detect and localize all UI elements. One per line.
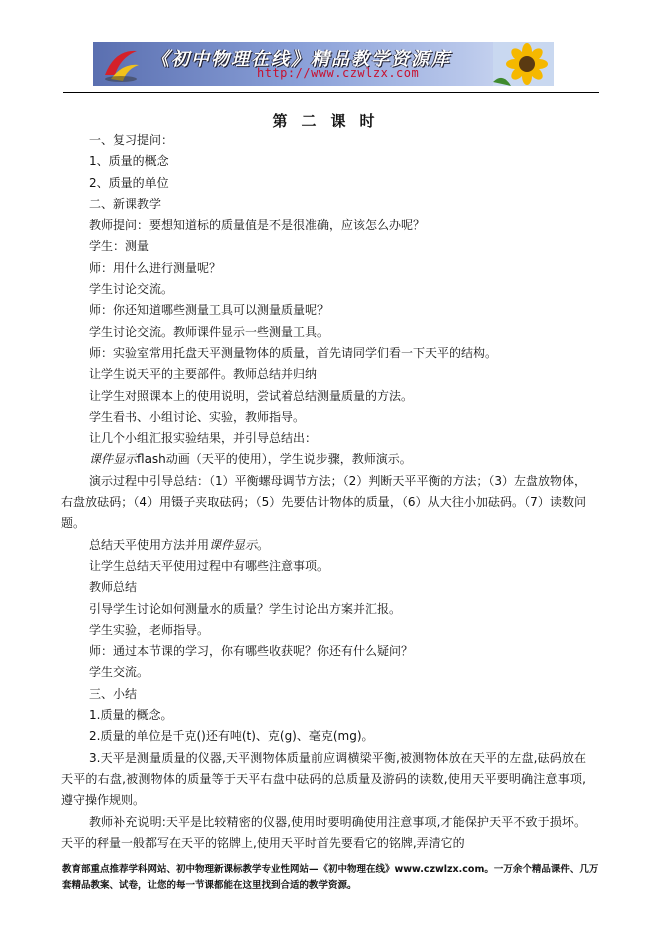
body-line	[89, 300, 586, 321]
line-tail: 。	[257, 537, 270, 552]
line-text: 师：通过本节课的学习，你有哪些收获呢？你还有什么疑问？	[89, 644, 414, 659]
body-line	[89, 151, 586, 172]
body-line	[89, 577, 586, 598]
line-text: 师：你还知道哪些测量工具可以测量质量呢？	[89, 303, 330, 318]
line-text: 引导学生讨论如何测量水的质量？学生讨论出方案并汇报。	[89, 601, 402, 616]
footer-note: 教育部重点推荐学科网站、初中物理新课标教学专业性网站—《初中物理在线》www.czwlzx.com。一万余个精品课件、几万套精品教案、试卷，让您的每一节课都能在这里找到合适的教学资源。	[62, 864, 599, 891]
body-line	[89, 407, 586, 428]
body-line	[89, 173, 586, 194]
line-text: 三、小结	[89, 686, 138, 701]
body-line	[89, 684, 586, 705]
body-line	[89, 194, 586, 215]
line-text: 一、复习提问：	[89, 133, 174, 147]
body-line	[89, 726, 586, 747]
line-text: 总结天平使用方法并用	[89, 537, 210, 552]
line-text: 学生：测量	[89, 239, 150, 254]
line-text: 教师总结	[89, 580, 138, 595]
line-text: 让学生对照课本上的使用说明，尝试着总结测量质量的方法。	[89, 388, 414, 403]
line-text: 让学生说天平的主要部件。教师总结并归纳	[89, 367, 318, 382]
line-text: 让学生总结天平使用过程中有哪些注意事项。	[89, 558, 330, 573]
body-line	[89, 556, 586, 577]
line-text: 教师补充说明:天平是比较精密的仪器,使用时要明确使用注意事项,才能保护天平不致于损坏。天平的秤量一般都写在天平的铭牌上,使用天平时首先要看它的铭牌,弄清它的	[61, 814, 586, 850]
body-line	[89, 386, 586, 407]
line-text: 师：实验室常用托盘天平测量物体的质量，首先请同学们看一下天平的结构。	[89, 345, 498, 360]
body-line	[89, 620, 586, 641]
line-text: 学生讨论交流。教师课件显示一些测量工具。	[89, 324, 330, 339]
body-line	[89, 322, 586, 343]
line-text: 学生讨论交流。	[89, 282, 174, 297]
line-text: 3.天平是测量质量的仪器,天平测物体质量前应调横梁平衡,被测物体放在天平的左盘,砝码放在天平的右盘,被测物体的质量等于天平右盘中砝码的总质量及游码的读数,使用天平要明确注意事项,遵守操作规则。	[61, 750, 586, 808]
line-text: 演示过程中引导总结：（1）平衡螺母调节方法；（2）判断天平平衡的方法；（3）左盘放物体，右盘放砝码；（4）用镊子夹取砝码；（5）先要估计物体的质量，（6）从大往小加砝码。（7）读数问题。	[61, 473, 586, 531]
line-text: 师：用什么进行测量呢？	[89, 260, 222, 275]
line-text: 1.质量的概念。	[89, 708, 173, 723]
body-line	[61, 748, 586, 812]
header-banner	[93, 42, 554, 86]
line-text: flash动画（天平的使用），学生说步骤，教师演示。	[137, 452, 412, 467]
line-text: 学生看书、小组讨论、实验，教师指导。	[89, 409, 306, 424]
line-text: 学生实验，老师指导。	[89, 622, 210, 637]
banner-url[interactable]: http://www.czwlzx.com	[257, 66, 420, 80]
body-line	[89, 258, 586, 279]
sunflower-image	[493, 42, 554, 86]
line-text: 学生交流。	[89, 665, 150, 680]
line-text: 2.质量的单位是千克()还有吨(t)、克(g)、毫克(mg)。	[89, 729, 374, 744]
line-text: 让几个小组汇报实验结果，并引导总结出：	[89, 431, 318, 446]
header-divider	[63, 92, 599, 93]
body-line	[89, 599, 586, 620]
body-line	[89, 662, 586, 683]
body-line	[89, 279, 586, 300]
emphasis-text: 课件显示	[89, 452, 138, 467]
body-line	[89, 428, 586, 449]
body-line	[61, 471, 586, 535]
body-line	[89, 343, 586, 364]
body-line	[89, 130, 586, 151]
line-text: 二、新课教学	[89, 196, 162, 211]
page-title: 第二课时	[272, 112, 389, 130]
body-line	[61, 812, 586, 855]
document-body	[61, 130, 586, 854]
body-line	[89, 705, 586, 726]
body-line	[89, 364, 586, 385]
body-line	[89, 449, 586, 470]
body-line	[89, 215, 586, 236]
banner-title: 《初中物理在线》精品教学资源库	[151, 49, 451, 70]
line-text: 教师提问：要想知道标的质量值是不是很准确，应该怎么办呢？	[89, 218, 426, 233]
body-line	[89, 535, 586, 556]
line-text: 1、质量的概念	[89, 154, 169, 169]
line-text: 2、质量的单位	[89, 175, 169, 190]
body-line	[89, 236, 586, 257]
body-line	[89, 641, 586, 662]
site-logo-icon	[101, 45, 141, 83]
emphasis-text: 课件显示	[209, 537, 258, 552]
